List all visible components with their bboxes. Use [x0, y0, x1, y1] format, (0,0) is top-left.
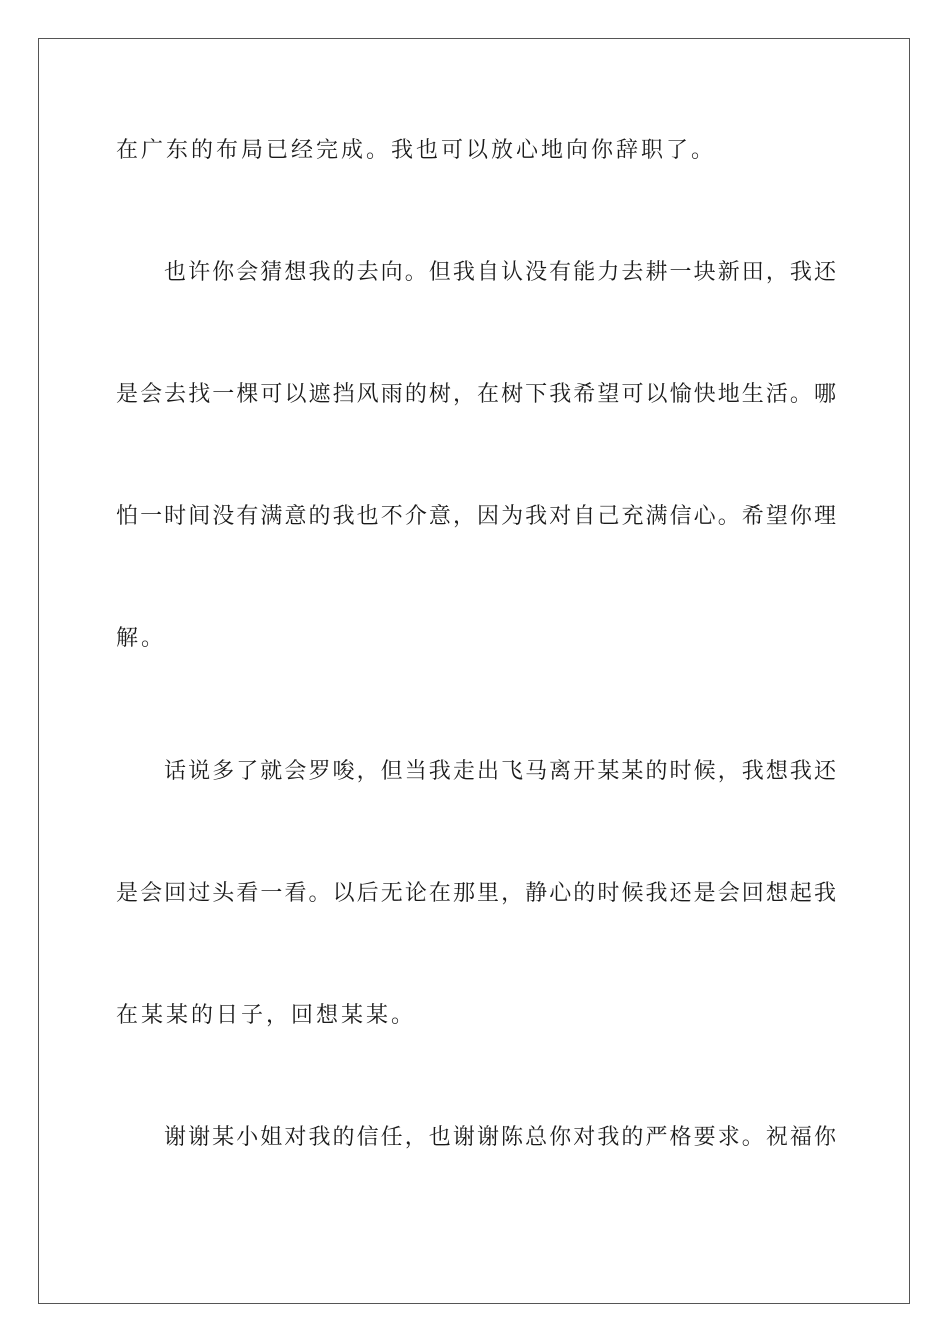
- text-line: 在某某的日子，回想某某。: [116, 1003, 417, 1028]
- text-line: 谢谢某小姐对我的信任，也谢谢陈总你对我的严格要求。祝福你: [164, 1125, 836, 1150]
- text-line: 是会去找一棵可以遮挡风雨的树，在树下我希望可以愉快地生活。哪: [116, 382, 836, 407]
- text-line: 解。: [116, 626, 167, 651]
- text-line: 是会回过头看一看。以后无论在那里，静心的时候我还是会回想起我: [116, 881, 836, 906]
- text-line: 在广东的布局已经完成。我也可以放心地向你辞职了。: [116, 138, 717, 163]
- text-line: 怕一时间没有满意的我也不介意，因为我对自己充满信心。希望你理: [116, 504, 836, 529]
- page-frame: [38, 38, 910, 1304]
- text-line: 也许你会猜想我的去向。但我自认没有能力去耕一块新田，我还: [164, 260, 836, 285]
- text-line: 话说多了就会罗唆，但当我走出飞马离开某某的时候，我想我还: [164, 759, 836, 784]
